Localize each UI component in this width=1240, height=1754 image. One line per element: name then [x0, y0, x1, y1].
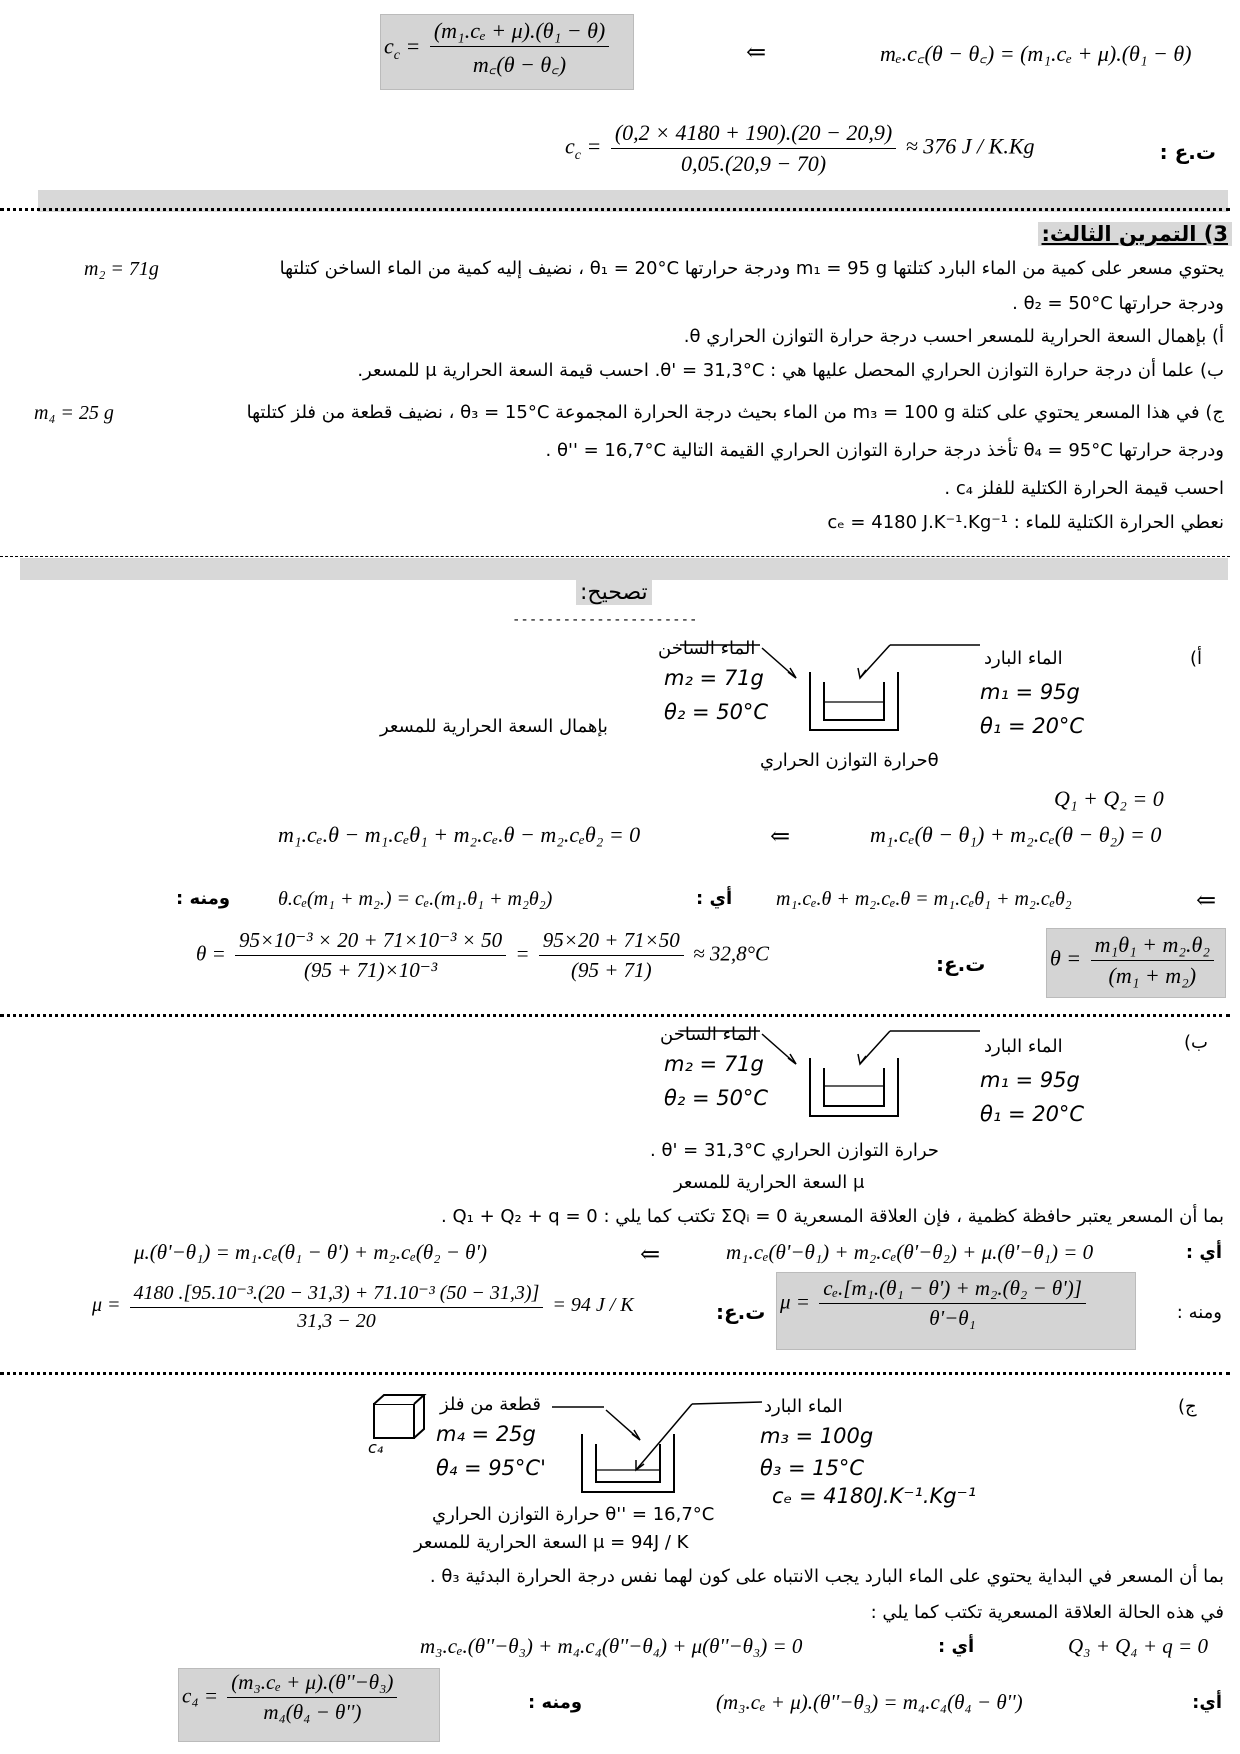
balance-equation: mₑ.c꜀(θ − θ꜀) = (m₁.cₑ + μ).(θ₁ − θ) — [880, 41, 1192, 66]
part-b-label: ب) — [1184, 1032, 1208, 1053]
part-a-calc-result: ≈ 32,8°C — [693, 941, 769, 966]
part-b-hot-temp: θ₂ = 50°C — [664, 1086, 769, 1110]
part-a-formula — [1050, 932, 1218, 989]
part-c-t3: θ₃ = 15°C — [760, 1456, 865, 1480]
part-a-hot-mass: m₂ = 71g — [664, 666, 764, 690]
part-c-formula — [182, 1670, 401, 1725]
separator-dots-1 — [0, 208, 1230, 211]
cc-fraction — [430, 18, 609, 79]
part-b-arrow: ⇐ — [640, 1242, 661, 1268]
part-b-eq-left: μ.(θ'−θ₁) = m₁.cₑ(θ₁ − θ') + m₂.cₑ(θ₂ − θ') — [134, 1240, 487, 1264]
part-a-hot-temp: θ₂ = 50°C — [664, 700, 769, 724]
part-a-eq2-right: m₁.cₑ.θ + m₂.cₑ.θ = m₁.cₑθ₁ + m₂.cₑθ₂ — [776, 888, 1072, 910]
part-a-neglect-note: بإهمال السعة الحرارية للمسعر — [380, 716, 608, 737]
exercise-line-7: احسب قيمة الحرارة الكتلية للفلز c₄ . — [944, 478, 1224, 499]
num-app-formula: $c_c$ = $\frac{(0,2 \times 4180 + 190).(20 - 20,9)}{0,05.(20,9 - 70)}$ ≈ 376 J / K.Kg — [565, 120, 1035, 176]
part-b-formula-den: θ'−θ₁ — [929, 1306, 976, 1330]
part-b-cold-mass: m₁ = 95g — [980, 1068, 1080, 1092]
correction-title: تصحيح: — [576, 580, 652, 605]
part-c-wa-minhu: ومنه : — [528, 1692, 583, 1713]
num-app-fraction — [611, 120, 896, 177]
part-b-formula-lhs: μ = — [780, 1289, 810, 1314]
part-a-calc-den1: (95 + 71)×10⁻³ — [303, 958, 438, 982]
part-b-calorimeter-icon — [680, 1014, 980, 1134]
part-c-m3: m₃ = 100g — [760, 1424, 874, 1448]
part-b-ta-label: ت.ع: — [716, 1300, 766, 1324]
correction-underline: ---------------------- — [512, 612, 698, 628]
cc-lhs: c — [384, 33, 394, 59]
part-a-eq2-arrow: ⇐ — [1196, 888, 1217, 914]
part-b-wa-minhu: ومنه : — [1176, 1302, 1222, 1323]
exercise-line-4: ب) علما أن درجة حرارة التوازن الحراري المحصل عليها هي : θ' = 31,3°C. احسب قيمة السعة الحرارية μ للمسعر. — [357, 360, 1224, 381]
part-a-calc-frac1 — [235, 928, 506, 983]
part-a-eq1-arrow: ⇐ — [770, 824, 791, 850]
num-app-numerator: (0,2 × 4180 + 190).(20 − 20,9) — [611, 120, 896, 149]
part-a-eq2-mid: θ.cₑ(m₁ + m₂.) = cₑ.(m₁.θ₁ + m₂θ₂) — [278, 888, 553, 910]
part-a-ay: أي : — [696, 888, 733, 909]
cc-numerator: (m₁.cₑ + μ).(θ₁ − θ) — [430, 18, 609, 47]
part-a-formula-lhs: θ = — [1050, 945, 1082, 971]
num-app-denominator: 0,05.(20,9 − 70) — [681, 151, 827, 176]
part-a-formula-fraction — [1091, 932, 1214, 989]
part-c-c4: c₄ — [368, 1438, 384, 1457]
exercise-line-1-math: m₂ = 71g — [84, 258, 159, 280]
part-a-cold-mass: m₁ = 95g — [980, 680, 1080, 704]
part-a-cold-water: الماء البارد — [984, 648, 1063, 669]
part-c-formula-lhs: c₄ = — [182, 1683, 219, 1708]
part-c-equilibrium: θ'' = 16,7°C حرارة التوازن الحراري — [432, 1504, 715, 1525]
part-b-mu-label: μ السعة الحرارية للمسعر — [674, 1172, 865, 1193]
part-c-note-1: بما أن المسعر في البداية يحتوي على الماء البارد يجب الانتباه على كون لهما نفس درجة الحرارة البدئية θ₃ . — [429, 1566, 1224, 1587]
part-b-calc-den: 31,3 − 20 — [297, 1310, 376, 1332]
part-c-formula-den: m₄(θ₄ − θ'') — [263, 1700, 362, 1724]
exercise-line-8: نعطي الحرارة الكتلية للماء : cₑ = 4180 J.K⁻¹.Kg⁻¹ — [827, 512, 1224, 533]
part-a-cold-temp: θ₁ = 20°C — [980, 714, 1085, 738]
part-c-ay-1: أي : — [938, 1636, 975, 1657]
part-a-eq1-right: m₁.cₑ(θ − θ₁) + m₂.cₑ(θ − θ₂) = 0 — [870, 822, 1162, 847]
part-a-formula-num: m₁θ₁ + m₂.θ₂ — [1091, 932, 1214, 961]
part-c-formula-num: (m₃.cₑ + μ).(θ''−θ₃) — [227, 1670, 397, 1698]
part-b-ay: أي : — [1185, 1242, 1222, 1263]
part-b-equilibrium-label: حرارة التوازن الحراري θ' = 31,3°C . — [650, 1140, 939, 1161]
separator-band-2 — [20, 558, 1228, 580]
part-a-q-sum: Q₁ + Q₂ = 0 — [1054, 786, 1164, 811]
num-app-label: ت.ع : — [1159, 140, 1216, 164]
part-a-calc-num1: 95×10⁻³ × 20 + 71×10⁻³ × 50 — [235, 928, 506, 956]
part-b-cold-water: الماء البارد — [984, 1036, 1063, 1057]
part-a-equilibrium-label: θحرارة التوازن الحراري — [760, 750, 939, 771]
part-a-hot-water: الماء الساخن — [658, 638, 756, 659]
part-a-calc — [196, 928, 769, 983]
part-a-calc-lhs: θ = — [196, 941, 226, 966]
part-c-q-sum: Q₃ + Q₄ + q = 0 — [1068, 1634, 1208, 1658]
exercise-line-5-math: m₄ = 25 g — [34, 402, 114, 424]
part-c-m4: m₄ = 25g — [436, 1422, 536, 1446]
part-b-formula — [780, 1276, 1090, 1331]
exercise-line-5: ج) في هذا المسعر يحتوي على كتلة m₃ = 100 g من الماء بحيث درجة الحرارة المجموعة θ₃ = 15°C ، نضيف قطعة من فلز كتلتها — [246, 402, 1224, 423]
exercise-line-3: أ) بإهمال السعة الحرارية للمسعر احسب درجة حرارة التوازن الحراري θ. — [683, 326, 1224, 347]
part-b-formula-fraction — [819, 1276, 1086, 1331]
exercise-line-1: يحتوي مسعر على كمية من الماء البارد كتلتها m₁ = 95 g ودرجة حرارتها θ₁ = 20°C ، نضيف إليه كمية من الماء الساخن كتلتها — [279, 258, 1224, 279]
part-c-formula-fraction — [227, 1670, 397, 1725]
part-b-calc-frac — [130, 1280, 544, 1333]
exercise-title: 3) التمرين الثالث: — [1038, 222, 1232, 246]
part-a-label: أ) — [1190, 648, 1203, 669]
part-b-intro: بما أن المسعر يعتبر حافظة كظمية ، فإن العلاقة المسعرية ΣQᵢ = 0 تكتب كما يلي : Q₁ + Q₂ + q = 0 . — [441, 1206, 1224, 1227]
separator-dashes — [0, 556, 1230, 557]
part-b-calc-result: = 94 J / K — [552, 1294, 634, 1317]
cc-denominator: m꜀(θ − θ꜀) — [472, 52, 567, 77]
implies-arrow: ⇐ — [746, 40, 767, 66]
part-c-cold-water: الماء البارد — [764, 1396, 843, 1417]
part-b-calc — [92, 1280, 634, 1333]
separator-dots-2 — [0, 1014, 1230, 1017]
part-b-formula-num: cₑ.[m₁.(θ₁ − θ') + m₂.(θ₂ − θ')] — [819, 1276, 1086, 1304]
part-c-mu: μ = 94J / K السعة الحرارية للمسعر — [414, 1532, 689, 1553]
num-app-result: ≈ 376 J / K.Kg — [905, 133, 1035, 159]
separator-dots-3 — [0, 1372, 1230, 1375]
exercise-line-2: ودرجة حرارتها θ₂ = 50°C . — [1012, 293, 1224, 314]
part-c-ay-2: أي: — [1192, 1692, 1222, 1713]
part-c-eq1: m₃.cₑ.(θ''−θ₃) + m₄.c₄(θ''−θ₄) + μ(θ''−θ₃) = 0 — [420, 1634, 803, 1658]
part-c-t4: θ₄ = 95°C' — [436, 1456, 546, 1480]
part-c-metal: قطعة من فلز — [440, 1394, 541, 1415]
part-a-eq1-left: m₁.cₑ.θ − m₁.cₑθ₁ + m₂.cₑ.θ − m₂.cₑθ₂ = 0 — [278, 822, 641, 847]
part-b-hot-mass: m₂ = 71g — [664, 1052, 764, 1076]
part-a-wa-minhu: ومنه : — [176, 888, 231, 909]
part-b-hot-water: الماء الساخن — [660, 1024, 758, 1045]
part-b-eq-right: m₁.cₑ(θ'−θ₁) + m₂.cₑ(θ'−θ₂) + μ.(θ'−θ₁) = 0 — [726, 1240, 1094, 1264]
part-a-calorimeter-icon — [680, 628, 980, 748]
part-c-eq2: (m₃.cₑ + μ).(θ''−θ₃) = m₄.c₄(θ₄ − θ'') — [716, 1690, 1023, 1714]
part-b-cold-temp: θ₁ = 20°C — [980, 1102, 1085, 1126]
part-a-calc-den2: (95 + 71) — [570, 958, 652, 982]
metal-cube-icon — [370, 1392, 430, 1442]
exercise-line-6: ودرجة حرارتها θ₄ = 95°C تأخذ درجة حرارة التوازن الحراري القيمة التالية θ'' = 16,7°C . — [545, 440, 1224, 461]
part-b-calc-lhs: μ = — [92, 1294, 121, 1317]
part-a-formula-den: (m₁ + m₂) — [1108, 963, 1197, 988]
part-a-calc-eq: = — [515, 941, 530, 966]
part-a-calc-frac2 — [539, 928, 684, 983]
part-a-ta-label: ت.ع: — [936, 952, 986, 976]
cc-formula: $c_c$ = $\frac{\text{(m₁.cₑ + μ).(θ₁ − θ)}}{m꜀(\theta - \theta꜀)}$ — [384, 18, 613, 79]
part-b-calc-num: 4180 .[95.10⁻³.(20 − 31,3) + 71.10⁻³ (50 − 31,3)] — [130, 1280, 544, 1308]
part-c-note-2: في هذه الحالة العلاقة المسعرية تكتب كما يلي : — [870, 1602, 1224, 1623]
part-c-ce: cₑ = 4180J.K⁻¹.Kg⁻¹ — [772, 1484, 977, 1508]
part-a-calc-num2: 95×20 + 71×50 — [539, 928, 684, 956]
part-c-label: ج) — [1178, 1396, 1197, 1417]
